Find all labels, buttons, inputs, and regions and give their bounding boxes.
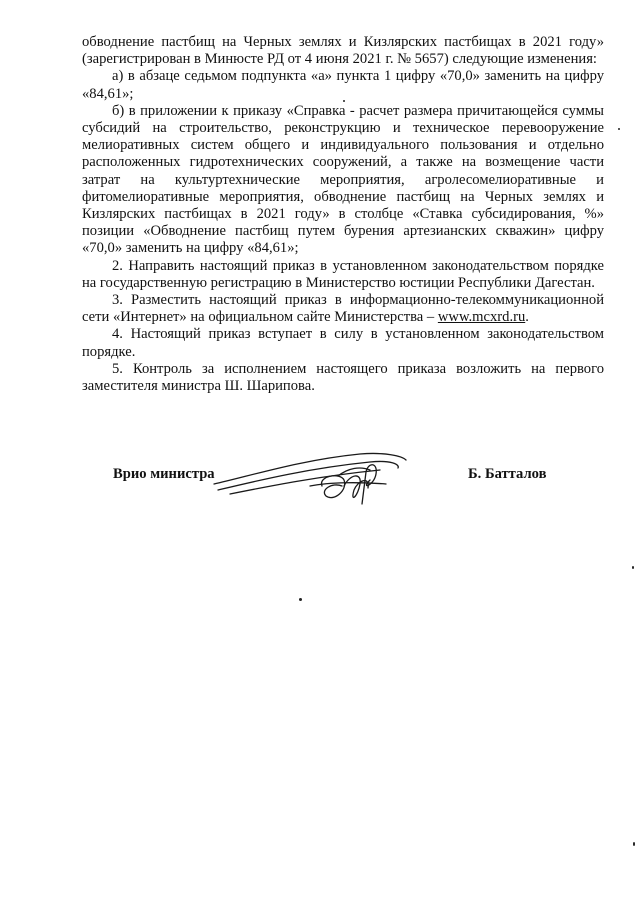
paragraph-item-3-text: 3. Разместить настоящий приказ в информационно-телекоммуникационной сети «Интернет» на официальном сайте Министерства – (82, 292, 604, 326)
paragraph-continuation: обводнение пастбищ на Черных землях и Кизлярских пастбищах в 2021 году» (зарегистрирован в Минюсте РД от 4 июня 2021 г. № 5657) следующие изменения: (82, 34, 604, 68)
handwritten-signature (210, 446, 410, 516)
paragraph-item-3-end: . (525, 309, 529, 326)
signatory-name: Б. Батталов (468, 466, 547, 482)
scan-speck (299, 598, 302, 601)
scan-speck (343, 100, 345, 102)
paragraph-item-b: б) в приложении к приказу «Справка - расчет размера причитающейся суммы субсидий на строительство, реконструкцию и техническое перевооружение мелиоративных систем общего и индивидуального пользования и отдельно расположенных гидротехнических сооружений, а также на возмещение части затрат на культуртехнические мероприятия, агролесомелиоративные и фитомелиоративные мероприятия, обводнение пастбищ на Черных землях и Кизлярских пастбищах в 2021 году» в столбце «Ставка субсидирования, %» позиции «Обводнение пастбищ путем бурения артезианских скважин» цифру «70,0» заменить на цифру «84,61»; (82, 102, 604, 257)
scan-speck (632, 566, 634, 569)
scan-speck (618, 128, 620, 130)
scan-speck (633, 842, 635, 846)
paragraph-item-4: 4. Настоящий приказ вступает в силу в установленном законодательством порядке. (82, 326, 604, 360)
document-body (82, 34, 604, 395)
paragraph-item-3 (82, 292, 604, 326)
paragraph-item-2: 2. Направить настоящий приказ в установленном законодательством порядке на государственную регистрацию в Министерство юстиции Республики Дагестан. (82, 257, 604, 291)
ministry-website-link[interactable]: www.mcxrd.ru (437, 309, 526, 326)
paragraph-item-5: 5. Контроль за исполнением настоящего приказа возложить на первого заместителя министра Ш. Шарипова. (82, 360, 604, 395)
paragraph-item-a: а) в абзаце седьмом подпункта «а» пункта 1 цифру «70,0» заменить на цифру «84,61»; (82, 68, 604, 102)
signatory-title: Врио министра (113, 466, 215, 482)
